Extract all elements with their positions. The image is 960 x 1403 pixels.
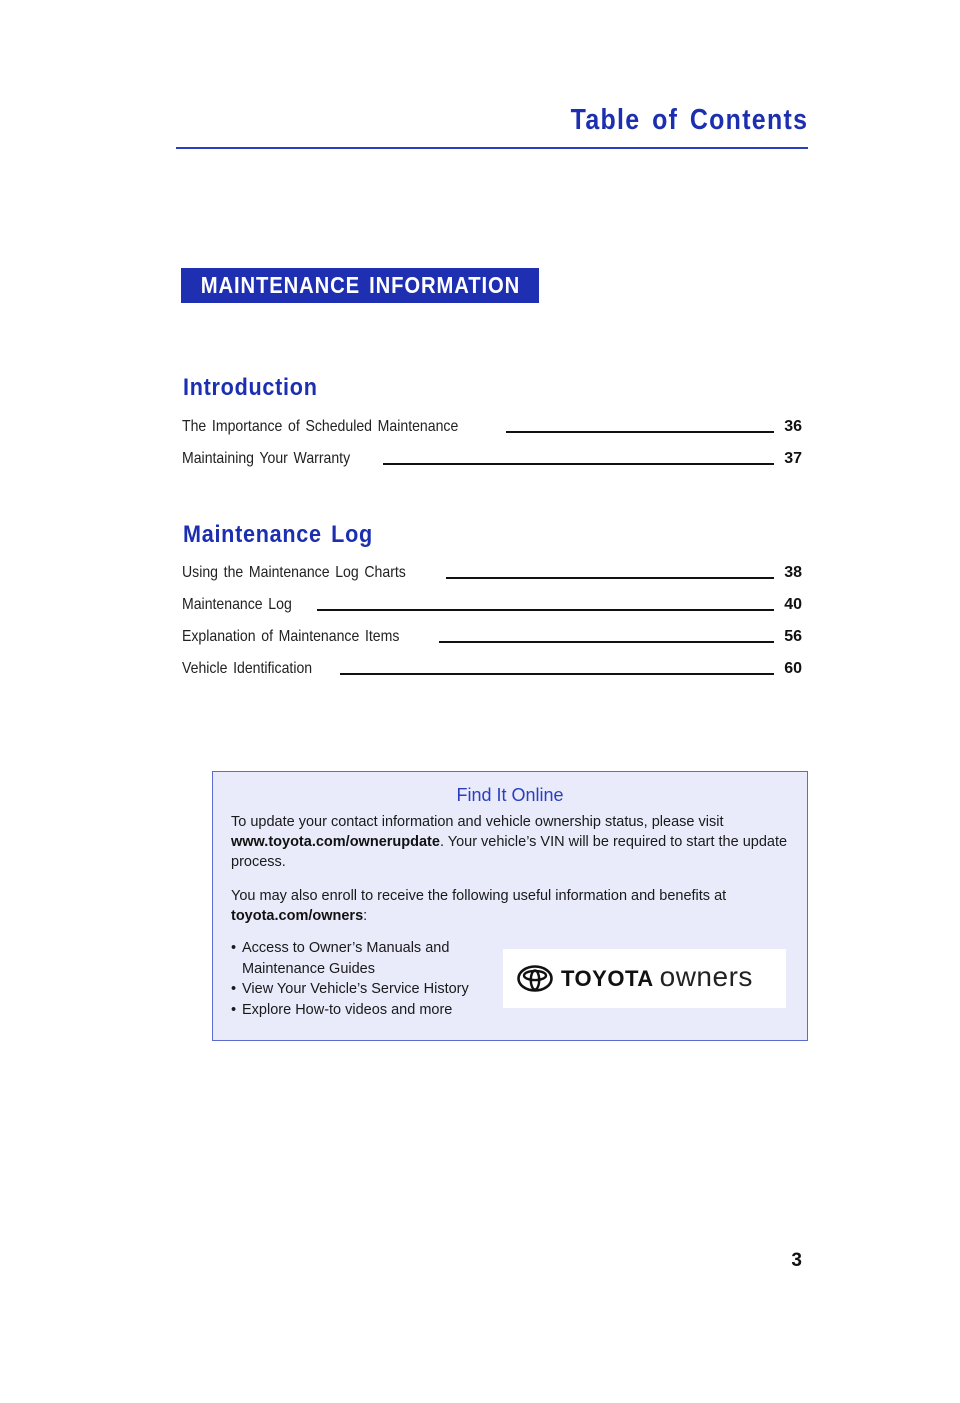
toc-entry-page: 40 xyxy=(784,596,802,613)
toc-entry-label: Vehicle Identification xyxy=(182,660,313,677)
page-title: Table of Contents xyxy=(570,104,808,136)
list-item: • View Your Vehicle’s Service History xyxy=(231,979,507,1000)
toc-entry[interactable] xyxy=(182,592,802,614)
section-banner-label: MAINTENANCE INFORMATION xyxy=(200,272,520,298)
toc-entry-label: Maintenance Log xyxy=(182,596,292,613)
enroll-text: You may also enroll to receive the following useful information and benefits at xyxy=(231,888,727,904)
toyota-emblem-icon xyxy=(517,965,553,992)
toc-leader-line xyxy=(383,463,774,465)
toc-entry-page: 36 xyxy=(784,418,802,435)
toc-leader-line xyxy=(340,673,774,675)
update-info-paragraph xyxy=(231,812,797,872)
page-number: 3 xyxy=(791,1250,802,1271)
toc-entry[interactable] xyxy=(182,624,802,646)
update-info-text-end: . Your vehicle’s VIN will be required to start the update process. xyxy=(231,834,788,870)
toc-leader-line xyxy=(439,641,774,643)
header-rule xyxy=(176,147,808,149)
toc-entry[interactable] xyxy=(182,560,802,582)
toc-entry-page: 37 xyxy=(784,450,802,467)
toc-entry-page: 56 xyxy=(784,628,802,645)
toc-entry-page: 38 xyxy=(784,564,802,581)
enroll-text-end: : xyxy=(363,908,368,924)
section-banner xyxy=(181,268,539,303)
find-it-online-box xyxy=(212,771,808,1041)
toc-leader-line xyxy=(506,431,774,433)
toc-leader-line xyxy=(446,577,774,579)
update-info-text: To update your contact information and vehicle ownership status, please visit xyxy=(231,814,724,830)
toc-entry-label: The Importance of Scheduled Maintenance xyxy=(182,418,459,435)
toc-entry-label: Explanation of Maintenance Items xyxy=(182,628,400,645)
owners-link[interactable]: toyota.com/owners xyxy=(231,908,364,924)
toc-entry-label: Maintaining Your Warranty xyxy=(182,450,351,467)
benefits-list xyxy=(231,938,507,1020)
toc-entry-page: 60 xyxy=(784,660,802,677)
enroll-paragraph xyxy=(231,886,797,926)
toc-entry-label: Using the Maintenance Log Charts xyxy=(182,564,406,581)
find-it-online-title: Find It Online xyxy=(456,785,564,805)
list-item: • Access to Owner’s Manuals and Maintenance Guides xyxy=(231,938,507,979)
logo-owners-text: owners xyxy=(659,960,753,992)
toyota-owners-logo xyxy=(503,949,786,1008)
toc-entry[interactable] xyxy=(182,446,802,468)
toc-entry[interactable] xyxy=(182,414,802,436)
owner-update-link[interactable]: www.toyota.com/ownerupdate xyxy=(231,834,440,850)
group-heading-introduction: Introduction xyxy=(183,374,318,401)
list-item: • Explore How-to videos and more xyxy=(231,1000,507,1021)
logo-brand-text: TOYOTA xyxy=(561,965,654,991)
toc-entry[interactable] xyxy=(182,656,802,678)
toc-leader-line xyxy=(317,609,774,611)
group-heading-maintenance-log: Maintenance Log xyxy=(183,521,373,548)
